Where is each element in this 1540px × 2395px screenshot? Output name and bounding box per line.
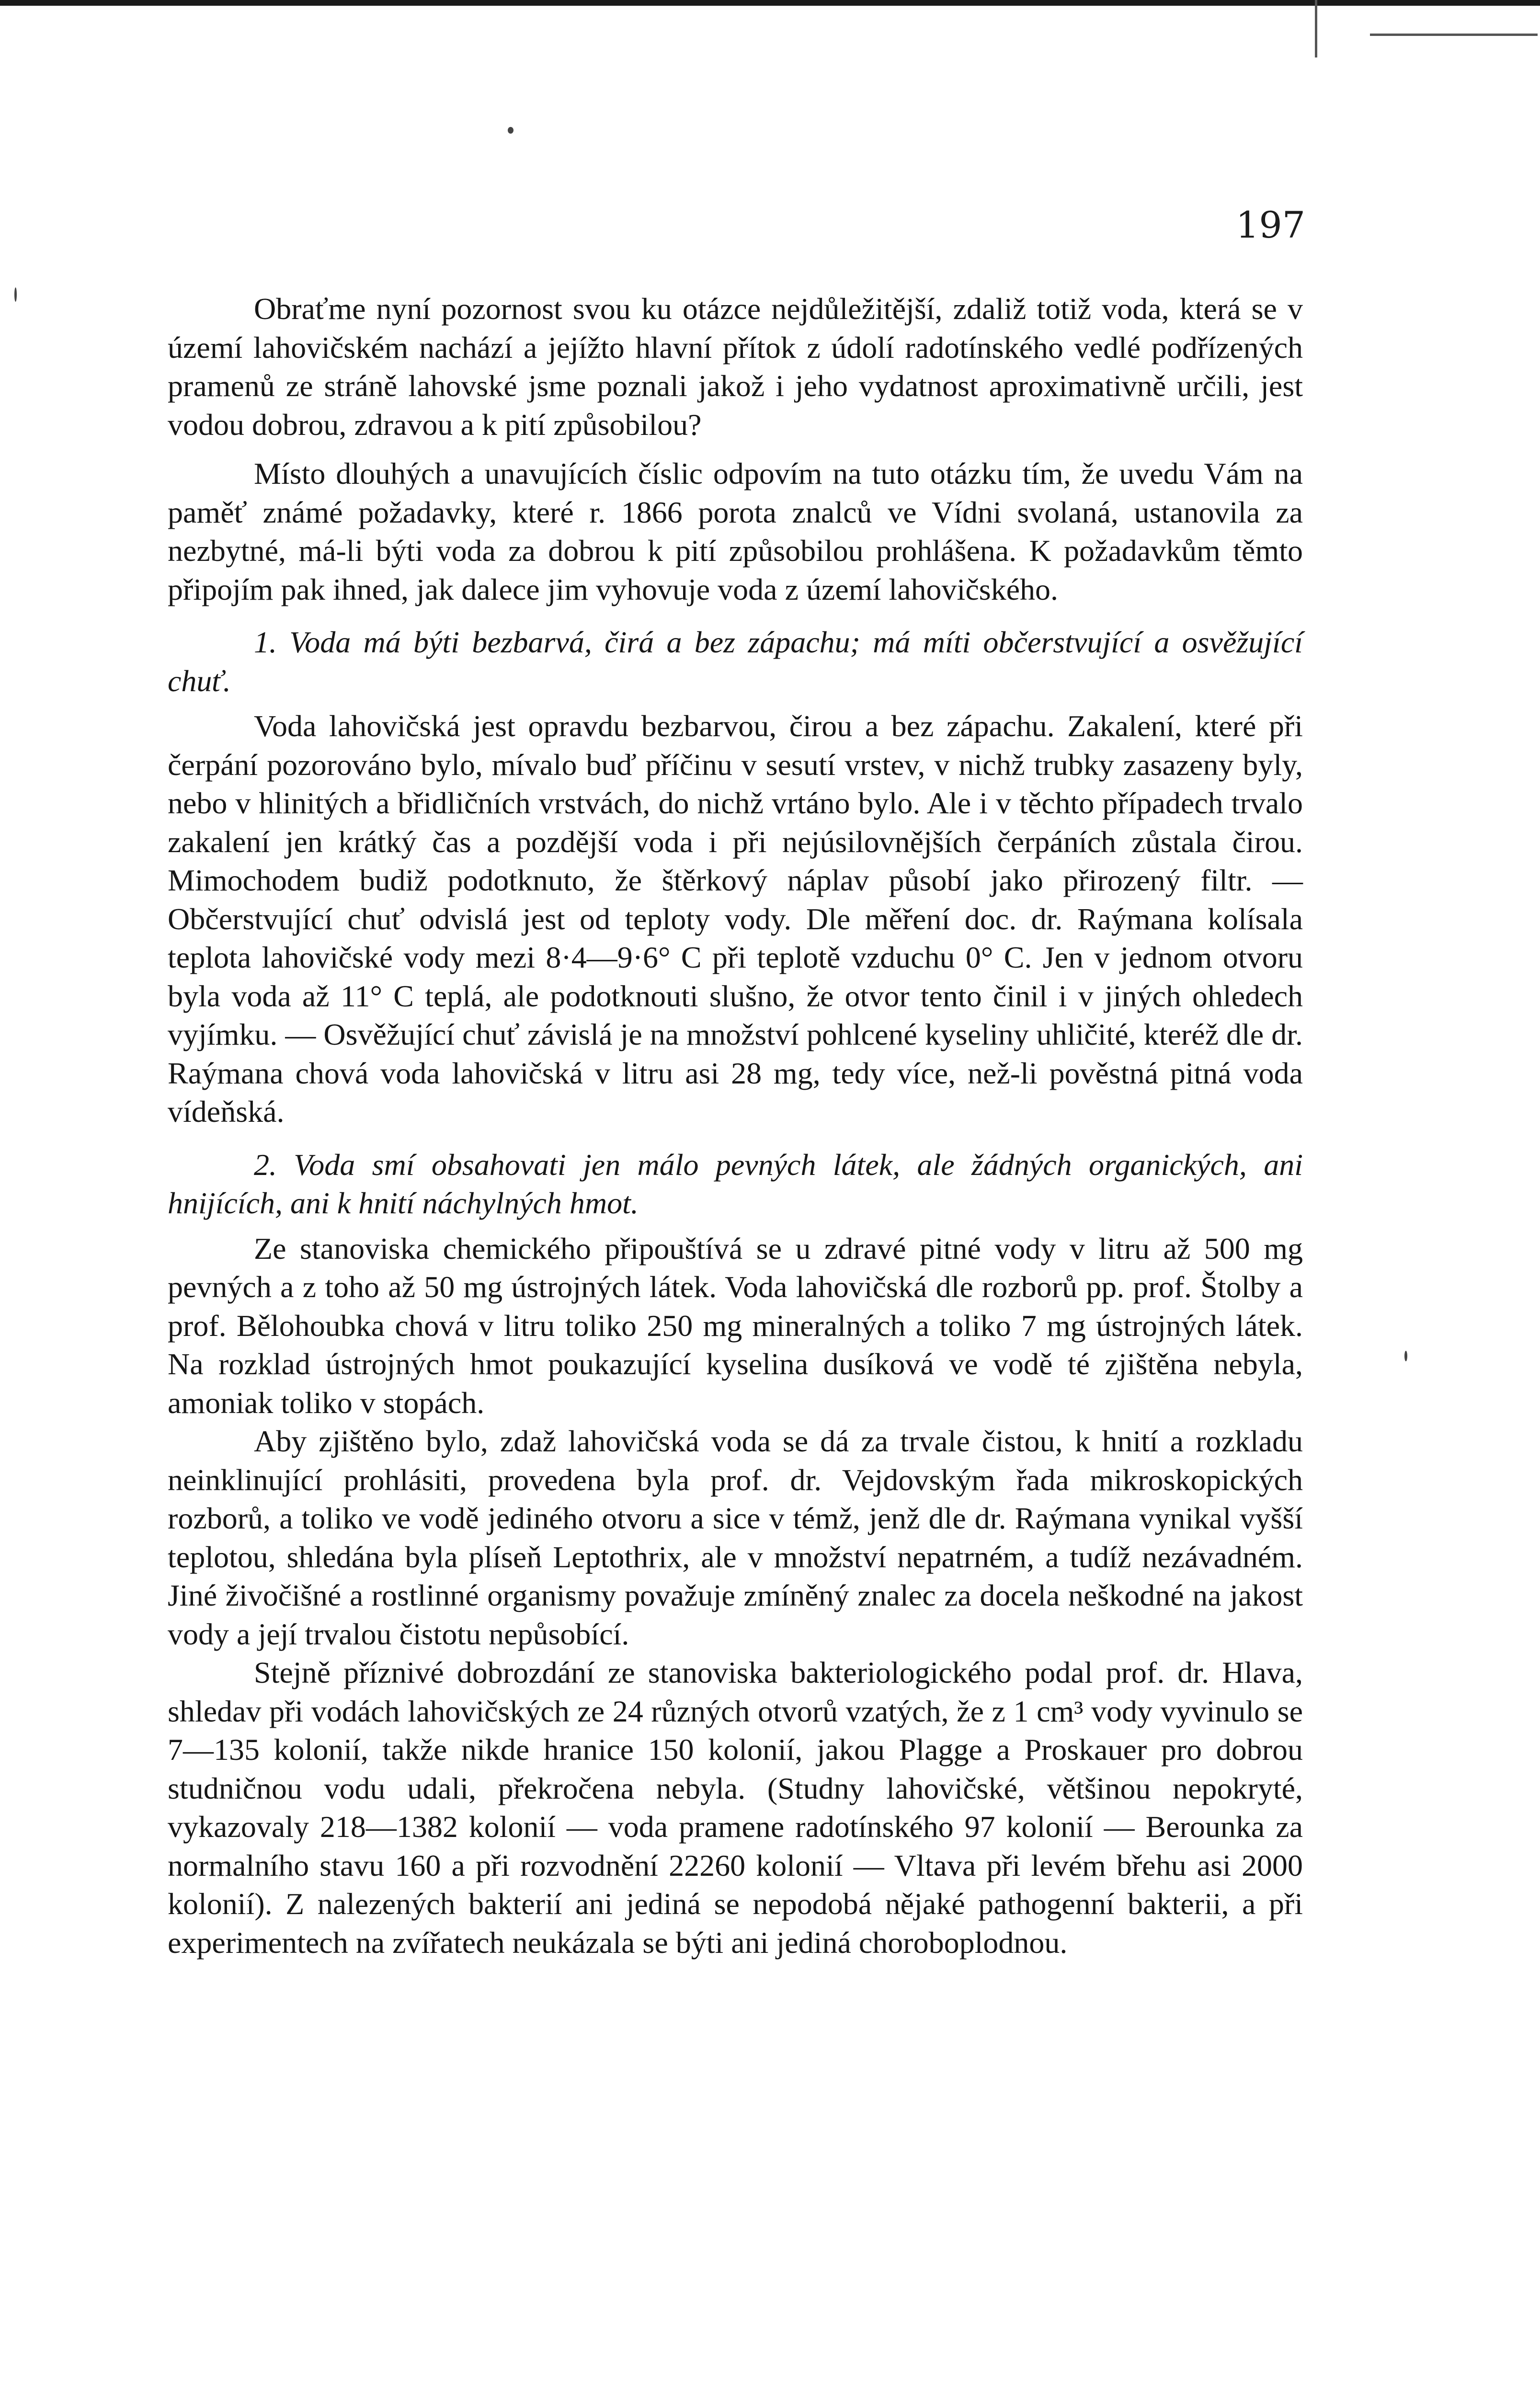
scan-speck [14, 287, 17, 302]
paragraph: Aby zjištěno bylo, zdaž lahovičská voda se dá za trvale čistou, k hnití a rozkladu neinklinující prohlásiti, provedena byla prof. dr. Vejdovským řada mikroskopických rozborů, a toliko ve vodě jediného otvoru a sice v témž, jenž dle dr. Raýmana vynikal vyšší teplotou, shledána byla plíseň Leptothrix, ale v množství nepatrném, a tudíž nezávadném. Jiné živočišné a rostlinné organismy považuje zmíněný znalec za docela neškodné na jakost vody a její trvalou čistotu nepůsobící. [168, 1424, 1303, 1651]
scan-top-edge [0, 0, 1540, 6]
paragraph: Stejně příznivé dobrozdání ze stanoviska bakteriologického podal prof. dr. Hlava, shledav při vodách lahovičských ze 24 různých otvorů vzatých, že z 1 cm³ vody vyvinulo se 7—135 kolonií, takže nikde hranice 150 kolonií, jakou Plagge a Proskauer pro dobrou studničnou vodu udali, překročena nebyla. (Studny lahovičské, většinou nepokryté, vykazovaly 218—1382 kolonií — voda pramene radotínského 97 kolonií — Berounka za normalního stavu 160 a při rozvodnění 22260 kolonií — Vltava při levém břehu asi 2000 kolonií). Z nalezených bakterií ani jediná se nepodobá nějaké pathogenní bakterii, a při experimentech na zvířatech neukázala se býti ani jediná choroboplodnou. [168, 1655, 1303, 1960]
section-heading: 2. Voda smí obsahovati jen málo pevných látek, ale žádných organických, ani hnijících, ani k hnití náchylných hmot. [168, 1147, 1303, 1220]
corner-crop-mark-vertical [1315, 0, 1317, 57]
section-heading: 1. Voda má býti bezbarvá, čirá a bez zápachu; má míti občerstvující a osvěžující chuť. [168, 625, 1303, 698]
scan-speck [1404, 1351, 1407, 1361]
paragraph: Místo dlouhých a unavujících číslic odpovím na tuto otázku tím, že uvedu Vám na paměť známé požadavky, které r. 1866 porota znalců ve Vídni svolaná, ustanovila za nezbytné, má-li býti voda za dobrou k pití způsobilou prohlášena. K požadavkům těmto připojím pak ihned, jak dalece jim vyhovuje voda z území lahovičského. [168, 456, 1303, 606]
body-text [168, 290, 1303, 1962]
corner-crop-mark-horizontal [1370, 34, 1538, 36]
paragraph: Voda lahovičská jest opravdu bezbarvou, čirou a bez zápachu. Zakalení, které při čerpání pozorováno bylo, mívalo buď příčinu v sesutí vrstev, v nichž trubky zasazeny byly, nebo v hlinitých a břidličních vrstvách, do nichž vrtáno bylo. Ale i v těchto případech trvalo zakalení jen krátký čas a pozdější voda i při nejúsilovnějších čerpáních zůstala čirou. Mimochodem budiž podotknuto, že štěrkový náplav působí jako přirozený filtr. — Občerstvující chuť odvislá jest od teploty vody. Dle měření doc. dr. Raýmana kolísala teplota lahovičské vody mezi 8·4—9·6° C při teplotě vzduchu 0° C. Jen v jednom otvoru byla voda až 11° C teplá, ale podotknouti slušno, že otvor tento činil i v jiných ohledech vyjímku. — Osvěžující chuť závislá je na množství pohlcené kyseliny uhličité, kteréž dle dr. Raýmana chová voda lahovičská v litru asi 28 mg, tedy více, než-li pověstná pitná voda vídeňská. [168, 709, 1303, 1129]
page-number: 197 [1236, 204, 1306, 246]
scan-speck [508, 127, 513, 134]
paragraph: Obraťme nyní pozornost svou ku otázce nejdůležitější, zdaliž totiž voda, která se v území lahovičském nachází a jejížto hlavní přítok z údolí radotínského vedlé podřízených pramenů ze stráně lahovské jsme poznali jakož i jeho vydatnost aproximativně určili, jest vodou dobrou, zdravou a k pití způsobilou? [168, 292, 1303, 442]
paragraph: Ze stanoviska chemického připouštívá se u zdravé pitné vody v litru až 500 mg pevných a z toho až 50 mg ústrojných látek. Voda lahovičská dle rozborů pp. prof. Štolby a prof. Bělohoubka chová v litru toliko 250 mg mineralných a toliko 7 mg ústrojných látek. Na rozklad ústrojných hmot poukazující kyselina dusíková ve vodě té zjištěna nebyla, amoniak toliko v stopách. [168, 1231, 1303, 1420]
